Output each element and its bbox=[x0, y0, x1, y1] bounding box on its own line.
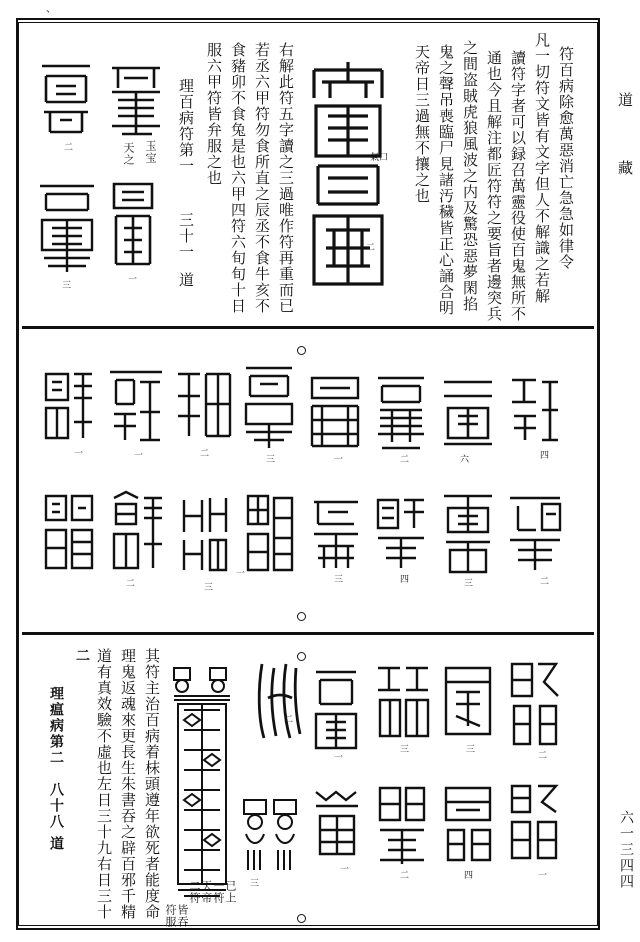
glyph-number: 三 bbox=[250, 879, 260, 889]
glyph-number: 一 bbox=[74, 449, 84, 459]
glyph-number: 三 bbox=[464, 579, 474, 589]
talisman-glyph bbox=[506, 372, 562, 444]
glyph-number: 三 bbox=[204, 583, 214, 593]
talisman-glyph bbox=[174, 366, 234, 440]
talisman-glyph bbox=[440, 488, 496, 576]
talisman-glyph bbox=[40, 490, 98, 574]
talisman-glyph bbox=[506, 490, 564, 572]
glyph-number: 二 bbox=[200, 449, 210, 459]
talisman-glyph bbox=[308, 494, 364, 570]
glyph-number: 二 bbox=[126, 579, 136, 589]
text-column: 通也今且解注都匠符符之要旨者邊突兵 bbox=[485, 50, 503, 322]
glyph-number: 四 bbox=[540, 451, 550, 461]
talisman-glyph bbox=[242, 490, 298, 574]
text-column: 若丞六甲符勿食所直之辰丞不食牛亥不 bbox=[253, 42, 271, 314]
talisman-glyph bbox=[38, 60, 94, 136]
glyph-number: 四 bbox=[400, 575, 410, 585]
margin-page-number: 六一三四四 bbox=[618, 810, 634, 890]
glyph-number: 四 bbox=[464, 871, 474, 881]
text-column: 符百病除愈萬惡消亡急急如律令 bbox=[557, 46, 575, 270]
talisman-glyph bbox=[310, 786, 364, 858]
talisman-glyph bbox=[240, 362, 298, 450]
figure-label: 符服 bbox=[164, 904, 177, 928]
talisman-glyph bbox=[372, 494, 430, 570]
section-title-number: 三十一 bbox=[177, 212, 195, 260]
section-title: 理瘟病第二 bbox=[48, 686, 64, 766]
glyph-number: 二 bbox=[538, 751, 548, 761]
text-column: 服六甲符皆弁服之也 bbox=[205, 42, 223, 186]
talisman-glyph bbox=[440, 660, 496, 740]
text-column: 食豬卯不食兔是也六甲四符六旬旬十日 bbox=[229, 42, 247, 314]
talisman-glyph bbox=[374, 780, 430, 866]
talisman-glyph bbox=[108, 488, 166, 572]
section-divider-1 bbox=[22, 326, 594, 329]
talisman-glyph bbox=[108, 60, 164, 138]
glyph-number: 三 bbox=[266, 455, 276, 465]
glyph-number: 二 bbox=[64, 143, 74, 153]
talisman-glyph bbox=[374, 660, 432, 740]
text-column: 道有真效驗不虛也左日三十九右日三十 bbox=[95, 648, 113, 920]
glyph-note: 天之 bbox=[122, 142, 135, 166]
glyph-number: 三 bbox=[62, 281, 72, 291]
talisman-glyph bbox=[40, 366, 98, 442]
talisman-glyph bbox=[440, 780, 496, 864]
talisman-glyph bbox=[306, 370, 364, 450]
seal-note: 氣口 bbox=[370, 153, 389, 163]
talisman-glyph bbox=[506, 656, 562, 748]
talisman-glyph bbox=[310, 664, 362, 752]
glyph-number: 二 bbox=[284, 715, 294, 725]
talisman-glyph bbox=[108, 178, 158, 270]
talisman-glyph bbox=[372, 372, 430, 452]
deity-figures-icon bbox=[240, 794, 302, 874]
figure-label: 天帝 bbox=[200, 880, 213, 904]
text-column: 天帝日三過無不攘之也 bbox=[413, 44, 431, 204]
talisman-glyph bbox=[254, 658, 304, 742]
figure-label: 皆吞 bbox=[176, 904, 189, 928]
talisman-glyph bbox=[106, 364, 166, 444]
margin-collection-title-2: 藏 bbox=[616, 160, 634, 177]
talisman-glyph bbox=[440, 372, 496, 446]
tall-talisman-with-figures bbox=[170, 664, 234, 904]
glyph-number: 一 bbox=[334, 753, 344, 763]
section-title-number: 八十八 bbox=[48, 782, 64, 830]
glyph-number: 一 bbox=[334, 455, 344, 465]
text-column: 凡一切符文皆有文字但人不解識之若解 bbox=[533, 32, 551, 304]
glyph-number: 二 bbox=[540, 577, 550, 587]
talisman-glyph bbox=[176, 492, 232, 574]
glyph-number: 一 bbox=[128, 275, 138, 285]
glyph-number: 三 bbox=[466, 745, 476, 755]
figure-label: 一符 bbox=[212, 880, 225, 904]
circle-mark bbox=[297, 914, 306, 923]
glyph-number: 一 bbox=[134, 451, 144, 461]
section-title-end: 道 bbox=[48, 836, 64, 852]
text-column: 右解此符五字讀之三過唯作符再重而已 bbox=[277, 42, 295, 314]
talisman-glyph bbox=[36, 180, 98, 274]
glyph-number: 三 bbox=[400, 745, 410, 755]
glyph-note: 玉宝 bbox=[144, 140, 157, 164]
glyph-number: 一 bbox=[236, 569, 246, 579]
glyph-number: 二 bbox=[400, 455, 410, 465]
glyph-number: 一 bbox=[340, 865, 350, 875]
glyph-number: 三 bbox=[334, 575, 344, 585]
glyph-number: 六 bbox=[460, 455, 470, 465]
seal-number: 二 bbox=[366, 243, 376, 253]
figure-label: 二符 bbox=[188, 880, 201, 904]
glyph-number: 二 bbox=[400, 871, 410, 881]
top-tick-mark: 、 bbox=[46, 4, 56, 15]
text-column: 理鬼返魂來更長生朱書吞之辟百邪千精 bbox=[119, 648, 137, 920]
text-column: 讀符字者可以録召萬靈役使百鬼無所不 bbox=[509, 50, 527, 322]
glyph-number: 一 bbox=[538, 871, 548, 881]
circle-mark bbox=[297, 612, 306, 621]
margin-collection-title: 道 bbox=[616, 92, 634, 109]
talisman-glyph bbox=[506, 778, 562, 864]
large-seal-talisman bbox=[308, 58, 388, 294]
section-divider-2 bbox=[22, 632, 594, 635]
circle-mark bbox=[297, 346, 306, 355]
text-column: 其符主治百病着枺頭遵年欲死者能度命 bbox=[143, 648, 161, 920]
text-column: 之間盗賊虎狼風波之内及驚恐惡夢閑掐 bbox=[461, 40, 479, 312]
figure-label: 已上 bbox=[224, 880, 237, 904]
section-title-end: 道 bbox=[177, 272, 195, 288]
section-heading-number: 二 bbox=[74, 648, 90, 664]
text-column: 鬼之聲吊喪臨尸見諸汚穢皆正心誦合明 bbox=[437, 44, 455, 316]
section-title: 理百病符第一 bbox=[177, 78, 195, 174]
